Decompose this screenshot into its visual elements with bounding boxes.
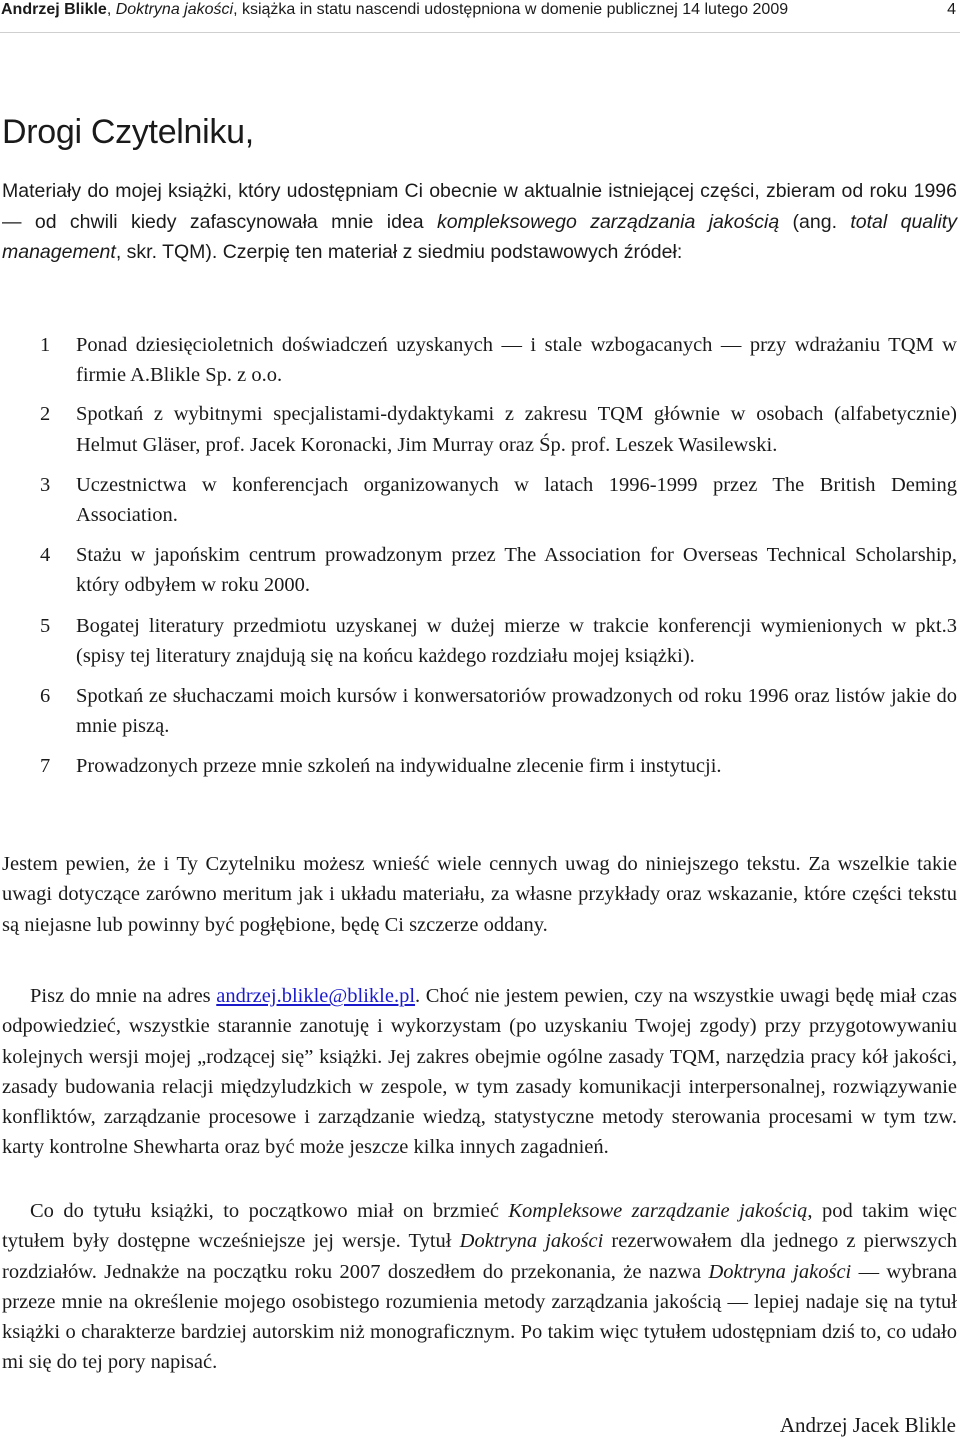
contact-text: Pisz do mnie na adres bbox=[30, 985, 217, 1007]
title-para-text: rezerwowałem dla jednego z pierwszych rozdziałów. Jednakże na początku roku 2007 doszedłem do przekonania, że nazwa bbox=[2, 1230, 958, 1283]
list-item-text: Ponad dziesięcioletnich doświadczeń uzyskanych — i stale wzbogacanych — przy wdrażaniu TQM w firmie A.Blikle Sp. z o.o. bbox=[76, 334, 957, 387]
list-item bbox=[0, 751, 960, 781]
header-author: Andrzej Blikle bbox=[1, 1, 107, 18]
author-signature: Andrzej Jacek Blikle bbox=[779, 1413, 956, 1437]
intro-paragraph bbox=[2, 176, 957, 268]
list-item-text: Stażu w japońskim centrum prowadzonym przez The Association for Overseas Technical Scholarship, który odbyłem w roku 2000. bbox=[76, 544, 957, 597]
title-para-text: Co do tytułu książki, to początkowo miał on brzmieć bbox=[30, 1200, 509, 1222]
list-item bbox=[0, 399, 960, 459]
list-item-number: 5 bbox=[40, 614, 51, 637]
title-para-emphasis: Kompleksowe zarządzanie jakością bbox=[508, 1200, 808, 1222]
sources-list bbox=[0, 330, 960, 782]
greeting-heading: Drogi Czytelniku, bbox=[2, 113, 254, 151]
contact-text: . Choć nie jestem pewien, czy na wszystkie uwagi będę miał czas odpowiedzieć, wszystkie starannie zanotuję i wykorzystam (po uzyskaniu Twojej zgody) przy przygotowywaniu kolejnych wersji mojej „rodzącej się” książki. Jej zakres obejmie ogólne zasady TQM, narzędzia pracy kół jakości, zasady budowania relacji międzyludzkich w zespole, w tym zasady komunikacji interpersonalnej, rozwiązywanie konfliktów, zarządzanie procesowe i zarządzanie wiedzą, statystyczne metody sterowania procesami w tym tzw. karty kontrolne Shewharta oraz być może jeszcze kilka innych zagadnień. bbox=[2, 985, 957, 1159]
list-item bbox=[0, 330, 960, 390]
list-item-number: 4 bbox=[40, 544, 51, 567]
title-para-emphasis: Doktryna jakości bbox=[459, 1230, 604, 1253]
list-item-number: 7 bbox=[40, 755, 51, 778]
contact-paragraph bbox=[2, 981, 957, 1163]
email-link[interactable]: andrzej.blikle@blikle.pl bbox=[216, 985, 416, 1007]
header-text bbox=[1, 0, 788, 20]
intro-emphasis: kompleksowego zarządzania jakością bbox=[437, 210, 780, 233]
list-item-number: 2 bbox=[40, 403, 51, 426]
list-item-text: Prowadzonych przeze mnie szkoleń na indywidualne zlecenie firm i instytucji. bbox=[76, 755, 722, 778]
title-para-text: , pod takim więc tytułem były dostępne wcześniejsze jej wersje. Tytuł bbox=[2, 1200, 957, 1253]
title-paragraph bbox=[2, 1196, 957, 1378]
running-header bbox=[0, 0, 960, 33]
intro-text: , skr. TQM). Czerpię ten materiał z siedmiu podstawowych źródeł: bbox=[115, 241, 683, 263]
list-item-number: 6 bbox=[40, 685, 51, 708]
list-item-text: Spotkań ze słuchaczami moich kursów i konwersatoriów prowadzonych od roku 1996 oraz listów jakie do mnie piszą. bbox=[76, 685, 957, 738]
list-item-text: Uczestnictwa w konferencjach organizowanych w latach 1996-1999 przez The British Deming Association. bbox=[76, 473, 957, 527]
list-item-text: Bogatej literatury przedmiotu uzyskanej w dużej mierze w trakcie konferencji wymienionych w pkt.3 (spisy tej literatury znajdują się na końcu każdego rozdziału mojej książki). bbox=[76, 614, 957, 667]
header-description: , książka in statu nascendi udostępniona w domenie publicznej 14 lutego 2009 bbox=[233, 1, 789, 18]
intro-text: (ang. bbox=[779, 210, 851, 233]
intro-emphasis: total quality management bbox=[2, 210, 957, 263]
list-item-number: 3 bbox=[40, 473, 51, 496]
list-item bbox=[0, 540, 960, 600]
header-separator: , bbox=[106, 1, 116, 18]
page-number: 4 bbox=[947, 1, 956, 18]
remarks-paragraph: Jestem pewien, że i Ty Czytelniku możesz wnieść wiele cennych uwag do niniejszego tekstu. Za wszelkie takie uwagi dotyczące zarówno meritum jak i układu materiału, za własne przykłady oraz wskazanie, które części tekstu są niejasne lub powinny być pogłębione, będę Ci szczerze oddany. bbox=[2, 853, 957, 936]
list-item-number: 1 bbox=[40, 334, 51, 356]
list-item bbox=[0, 681, 960, 741]
list-item bbox=[0, 611, 960, 671]
list-item-text: Spotkań z wybitnymi specjalistami-dydaktykami z zakresu TQM głównie w osobach (alfabetycznie) Helmut Gläser, prof. Jacek Koronacki, Jim Murray oraz Śp. prof. Leszek Wasilewski. bbox=[76, 403, 957, 456]
title-para-emphasis: Doktryna jakości bbox=[708, 1260, 852, 1283]
title-para-text: — wybrana przeze mnie na określenie mojego osobistego rozumienia metody zarządzania jakością — lepiej nadaje się na tytuł książki o charakterze bardziej autorskim niż monograficznym. Po takim więc tytułem udostępniam dziś to, co udało mi się do tej pory napisać. bbox=[2, 1260, 957, 1374]
header-book-title: Doktryna jakości bbox=[115, 1, 234, 18]
list-item bbox=[0, 470, 960, 530]
intro-text: Materiały do mojej książki, który udostępniam Ci obecnie w aktualnie istniejącej części, zbieram od roku 1996 — od chwili kiedy zafascynowała mnie idea bbox=[2, 180, 957, 233]
